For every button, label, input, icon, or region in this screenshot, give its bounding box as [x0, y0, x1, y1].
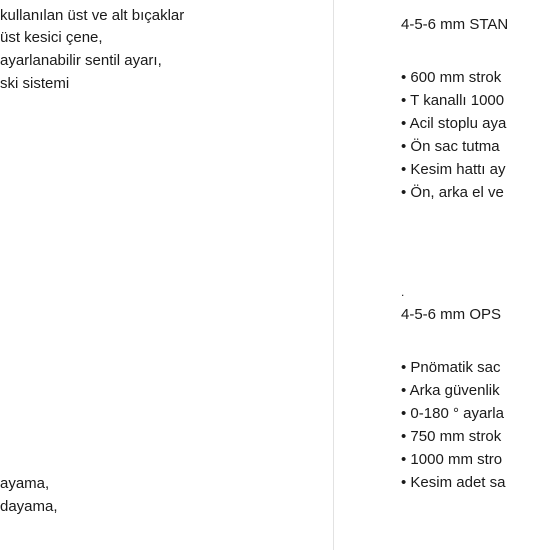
- standard-list-item: • Kesim hattı ay: [401, 161, 506, 178]
- optional-list-item: • 0-180 ° ayarla: [401, 405, 504, 422]
- right-column: [334, 0, 550, 550]
- left-text-line: ayama,: [0, 475, 50, 492]
- section-separator: .: [401, 285, 405, 299]
- standard-list-item: • Ön, arka el ve: [401, 184, 504, 201]
- optional-section-title: 4-5-6 mm OPS: [401, 306, 502, 323]
- left-text-line: üst kesici çene,: [0, 29, 103, 46]
- standard-section-title: 4-5-6 mm STAN: [401, 16, 509, 33]
- optional-list-item: • Pnömatik sac: [401, 359, 501, 376]
- standard-list-item: • Acil stoplu aya: [401, 115, 507, 132]
- left-text-line: dayama,: [0, 498, 58, 515]
- left-text-line: ski sistemi: [0, 75, 70, 92]
- optional-list-item: • Kesim adet sa: [401, 474, 506, 491]
- left-text-line: ayarlanabilir sentil ayarı,: [0, 52, 162, 69]
- standard-list-item: • 600 mm strok: [401, 69, 502, 86]
- left-text-line: kullanılan üst ve alt bıçaklar: [0, 7, 185, 24]
- optional-list-item: • Arka güvenlik: [401, 382, 500, 399]
- optional-list-item: • 1000 mm stro: [401, 451, 503, 468]
- standard-list-item: • T kanallı 1000: [401, 92, 505, 109]
- standard-list-item: • Ön sac tutma: [401, 138, 500, 155]
- optional-list-item: • 750 mm strok: [401, 428, 502, 445]
